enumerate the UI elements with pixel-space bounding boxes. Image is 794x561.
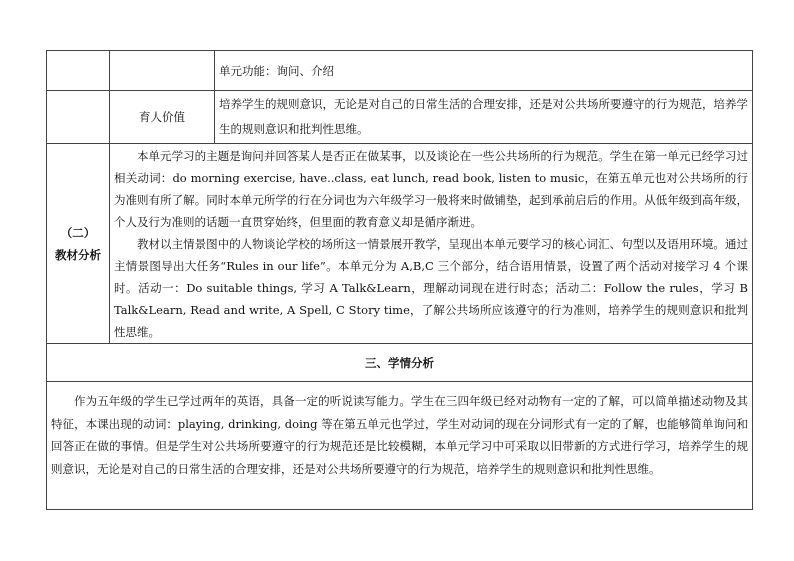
unit-function-cell [215,51,753,91]
textbook-analysis-content-cell [110,144,753,344]
textbook-analysis-paragraph-2: 教材以主情景图中的人物谈论学校的场所这一情景展开教学，呈现出本单元要学习的核心词汇、句型以及语用环境。通过主情景图导出大任务“Rules in our life”。本单元分为 A,B,C 三个部分，结合语用情景，设置了两个活动对接学习 4 个课时。活动一：Do suitable things, 学习 A Talk&Learn，理解动词现在进行时态；活动二：Follow the rules，学习 B Talk&Learn, Read and write, A Spell, C Story time，了解公共场所应该遵守的行为准则，培养学生的规则意识和批判性思维。 [114,237,748,339]
unit-function-text: 单元功能：询问、介绍 [219,63,334,78]
empty-left-cell [47,91,110,144]
student-analysis-header-row [47,344,753,382]
student-analysis-content-cell [47,382,753,510]
educational-value-text: 培养学生的规则意识，无论是对自己的日常生活的合理安排，还是对公共场所要遵守的行为规范，培养学生的规则意识和批判性思维。 [219,97,748,136]
textbook-analysis-paragraph-1: 本单元学习的主题是询问并回答某人是否正在做某事，以及谈论在一些公共场所的行为规范。学生在第一单元已经学习过相关动词：do morning exercise, have..class, eat lunch, read book, listen to music，在第五单元也对公共场所的行为准则有所了解。同时本单元所学的行在分词也为六年级学习一般将来时做铺垫，起到承前启后的作用。从低年级到高年级，个人及行为准则的话题一直贯穿始终，但里面的教育意义却是循序渐进。 [114,149,748,229]
textbook-analysis-label-cell [47,144,110,344]
student-analysis-content-row [47,382,753,510]
educational-value-label-cell [110,91,215,144]
textbook-analysis-label: 教材分析 [55,247,101,262]
section-number-label: （二） [60,225,96,240]
student-analysis-paragraph: 作为五年级的学生已学过两年的英语，具备一定的听说读写能力。学生在三四年级已经对动物有一定的了解，可以简单描述动物及其特征，本课出现的动词：playing, drinking, doing 等在第五单元也学过，学生对动词的现在分词形式有一定的了解，也能够简单询问和回答正在做的事情。但是学生对公共场所要遵守的行为规范还是比较模糊，本单元学习中可采取以旧带新的方式进行学习，培养学生的规则意识，无论是对自己的日常生活的合理安排，还是对公共场所要遵守的行为规范，培养学生的规则意识和批判性思维。 [51,394,748,476]
lesson-plan-table [46,50,753,510]
educational-value-cell [215,91,753,144]
educational-value-label: 育人价值 [139,110,185,124]
student-analysis-header-cell [47,344,753,382]
textbook-analysis-row [47,144,753,344]
unit-function-row [47,51,753,91]
empty-label-cell [110,51,215,91]
student-analysis-title: 三、学情分析 [365,355,434,370]
educational-value-row [47,91,753,144]
empty-left-cell [47,51,110,91]
